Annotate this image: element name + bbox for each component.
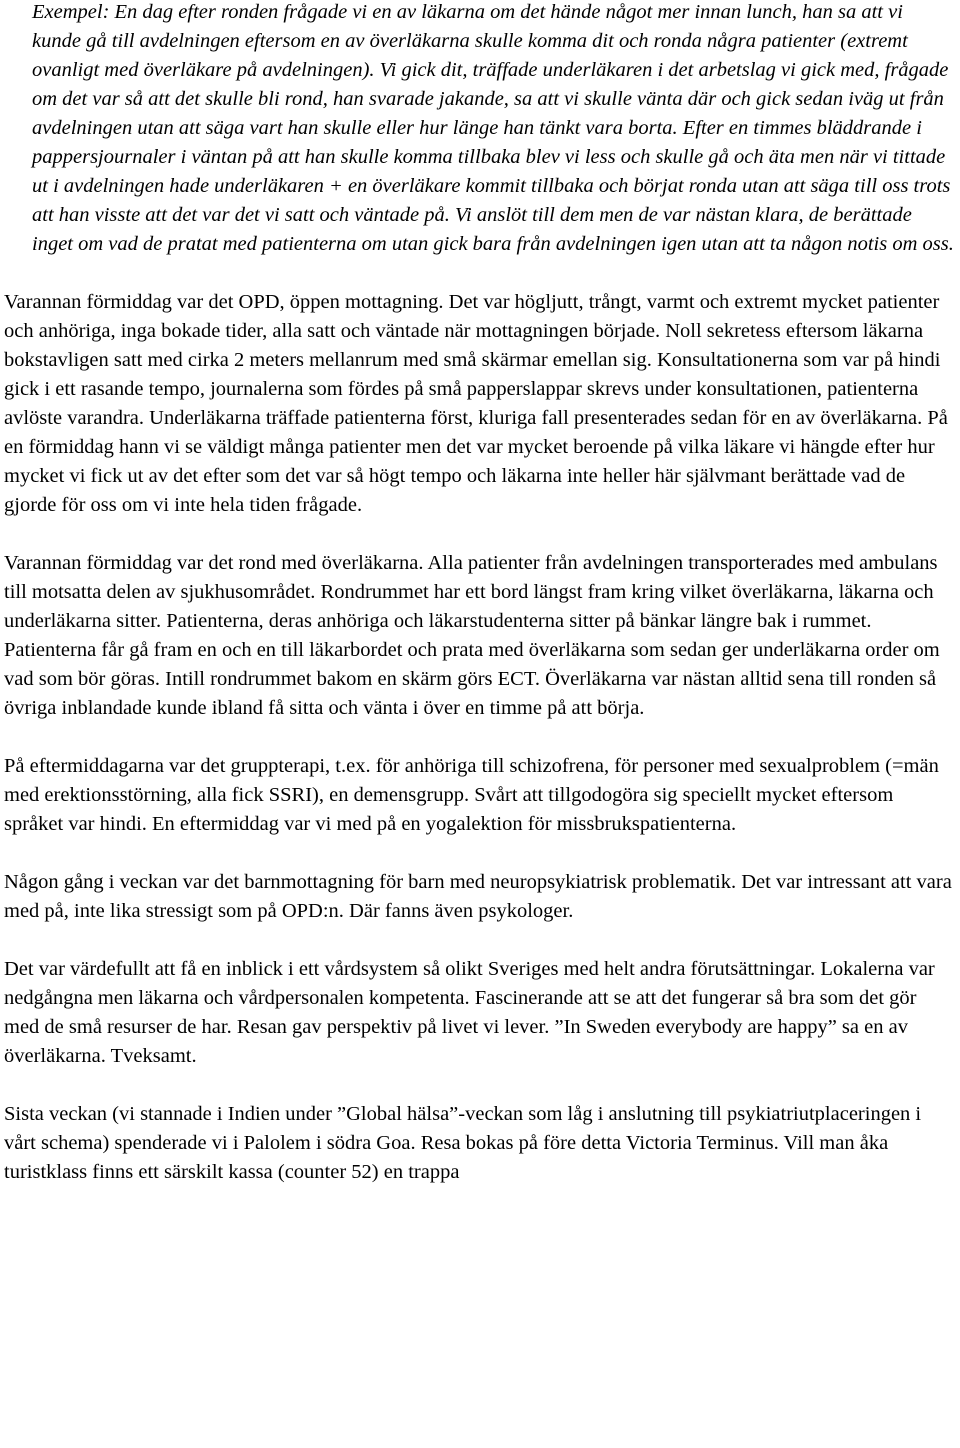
paragraph-opd: Varannan förmiddag var det OPD, öppen mottagning. Det var högljutt, trångt, varmt och extremt mycket patienter och anhöriga, inga bokade tider, alla satt och väntade när mottagningen började. Noll sekretess eftersom läkarna bokstavligen satt med cirka 2 meters mellanrum med små skärmar emellan sig. Konsultationerna som var på hindi gick i ett rasande tempo, journalerna som fördes på små papperslappar skrevs under konsultationen, patienterna avlöste varandra. Underläkarna träffade patienterna först, kluriga fall presenterades sedan för en av överläkarna. På en förmiddag hann vi se väldigt många patienter men det var mycket beroende på vilka läkare vi hängde efter hur mycket vi fick ut av det efter som det var så högt tempo och läkarna inte heller här självmant berättade vad de gjorde för oss om vi inte hela tiden frågade. <box>4 291 948 516</box>
example-paragraph: Exempel: En dag efter ronden frågade vi en av läkarna om det hände något mer innan lunch, han sa att vi kunde gå till avdelningen eftersom en av överläkarna skulle komma dit och ronda några patienter (extremt ovanligt med överläkare på avdelningen). Vi gick dit, träffade underläkaren i det arbetslag vi gick med, frågade om det var så att det skulle bli rond, han svarade jakande, sa att vi skulle vänta där och gick sedan iväg ut från avdelningen utan att säga vart han skulle eller hur länge han tänkt vara borta. Efter en timmes bläddrande i pappersjournaler i väntan på att han skulle komma tillbaka blev vi less och skulle gå och äta men när vi tittade ut i avdelningen hade underläkaren + en överläkare kommit tillbaka och börjat ronda utan att säga till oss trots att han visste att det var det vi satt och väntade på. Vi anslöt till dem men de var nästan klara, de berättade inget om vad de pratat med patienterna om utan gick bara från avdelningen igen utan att ta någon notis om oss. <box>32 1 954 255</box>
paragraph-spacer <box>4 259 956 288</box>
paragraph-spacer <box>4 723 956 752</box>
paragraph-reflektion: Det var värdefullt att få en inblick i ett vårdsystem så olikt Sveriges med helt andra förutsättningar. Lokalerna var nedgångna men läkarna och vårdpersonalen kompetenta. Fascinerande att se att det fungerar så bra som det gör med de små resurser de har. Resan gav perspektiv på livet vi lever. ”In Sweden everybody are happy” sa en av överläkarna. Tveksamt. <box>4 958 935 1067</box>
paragraph-spacer <box>4 1071 956 1100</box>
paragraph-rond: Varannan förmiddag var det rond med överläkarna. Alla patienter från avdelningen transporterades med ambulans till motsatta delen av sjukhusområdet. Rondrummet har ett bord längst fram kring vilket överläkarna, läkarna och underläkarna sitter. Patienterna, deras anhöriga och läkarstudenterna sitter på bänkar längre bak i rummet. Patienterna får gå fram en och en till läkarbordet och prata med överläkarna som sedan ger underläkarna order om vad som bör göras. Intill rondrummet bakom en skärm görs ECT. Överläkarna var nästan alltid sena till ronden så övriga inblandade kunde ibland få sitta och vänta i över en timme på att börja. <box>4 552 940 719</box>
document-page <box>4 0 956 1187</box>
paragraph-spacer <box>4 926 956 955</box>
paragraph-sista-veckan: Sista veckan (vi stannade i Indien under ”Global hälsa”-veckan som låg i anslutning till psykiatriutplaceringen i vårt schema) spenderade vi i Palolem i södra Goa. Resa bokas på före detta Victoria Terminus. Vill man åka turistklass finns ett särskilt kassa (counter 52) en trappa <box>4 1103 922 1183</box>
paragraph-spacer <box>4 839 956 868</box>
paragraph-barnmottagning: Någon gång i veckan var det barnmottagning för barn med neuropsykiatrisk problematik. Det var intressant att vara med på, inte lika stressigt som på OPD:n. Där fanns även psykologer. <box>4 871 952 922</box>
paragraph-gruppterapi: På eftermiddagarna var det gruppterapi, t.ex. för anhöriga till schizofrena, för personer med sexualproblem (=män med erektionsstörning, alla fick SSRI), en demensgrupp. Svårt att tillgodogöra sig speciellt mycket eftersom språket var hindi. En eftermiddag var vi med på en yogalektion för missbrukspatienterna. <box>4 755 939 835</box>
paragraph-spacer <box>4 520 956 549</box>
